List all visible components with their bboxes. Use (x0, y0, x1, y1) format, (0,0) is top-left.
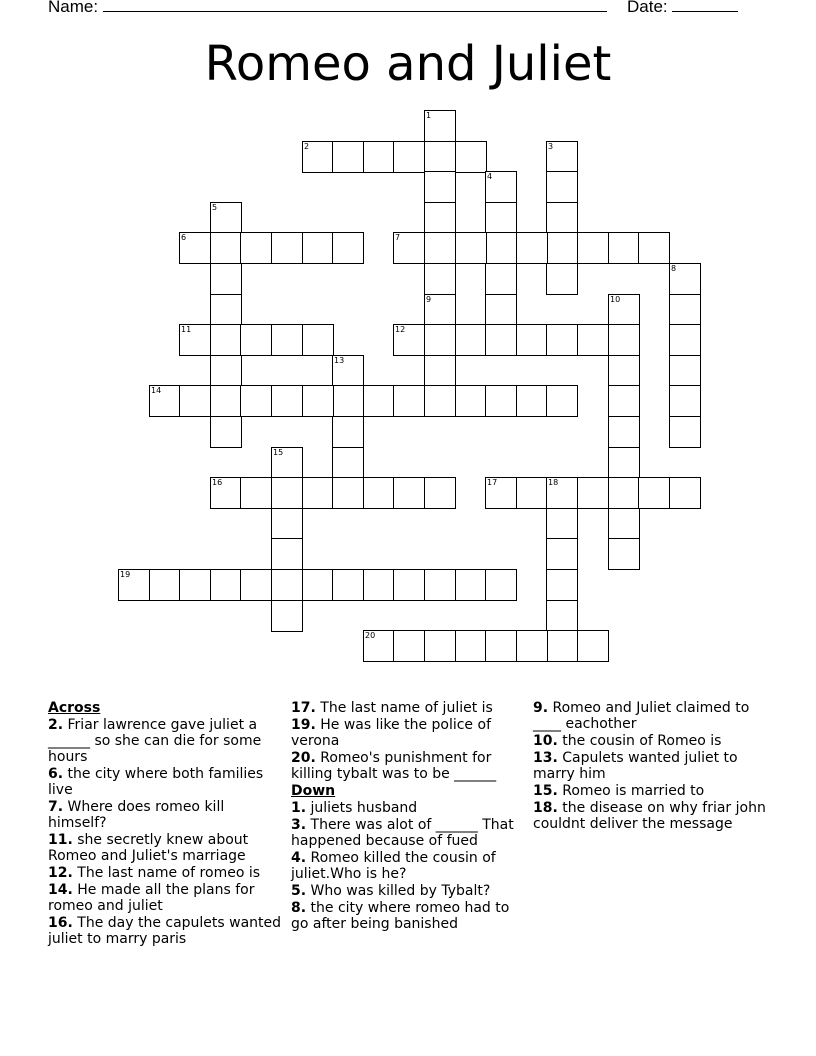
grid-cell[interactable] (485, 324, 517, 356)
grid-cell[interactable] (608, 538, 640, 570)
grid-cell[interactable] (424, 385, 456, 417)
cell-number: 12 (395, 325, 406, 334)
clue-across-2: 2. Friar lawrence gave juliet a ______ so she can die for some hours (48, 717, 262, 765)
grid-cell[interactable] (669, 263, 701, 295)
grid-cell[interactable] (608, 508, 640, 540)
cell-number: 6 (181, 233, 187, 242)
grid-cell[interactable] (271, 538, 303, 570)
grid-cell[interactable] (210, 294, 242, 326)
grid-cell[interactable] (210, 355, 242, 387)
grid-cell[interactable] (240, 385, 272, 417)
clue-across-17: 17. The last name of juliet is (291, 700, 493, 716)
grid-cell[interactable] (577, 232, 609, 264)
across-heading: Across (48, 700, 101, 716)
page-title: Romeo and Juliet (204, 36, 612, 92)
cell-number: 3 (548, 142, 554, 151)
cell-number: 9 (426, 295, 432, 304)
grid-cell[interactable] (608, 324, 640, 356)
grid-cell[interactable] (669, 294, 701, 326)
grid-cell[interactable] (455, 141, 487, 173)
grid-cell[interactable] (546, 508, 578, 540)
grid-cell[interactable] (363, 385, 395, 417)
clue-across-14: 14. He made all the plans for romeo and juliet (48, 882, 255, 914)
grid-cell[interactable] (546, 630, 578, 662)
grid-cell[interactable] (638, 232, 670, 264)
grid-cell[interactable] (455, 569, 487, 601)
grid-cell[interactable] (393, 232, 425, 264)
clue-down-5: 5. Who was killed by Tybalt? (291, 883, 491, 899)
down-heading: Down (291, 783, 336, 799)
name-label: Name: (48, 0, 99, 16)
grid-cell[interactable] (485, 232, 517, 264)
grid-cell[interactable] (424, 110, 456, 142)
grid-cell[interactable] (240, 232, 272, 264)
grid-cell[interactable] (424, 355, 456, 387)
cell-number: 1 (426, 111, 432, 120)
clue-across-16: 16. The day the capulets wanted juliet to marry paris (48, 915, 282, 947)
grid-cell[interactable] (485, 385, 517, 417)
grid-cell[interactable] (302, 477, 334, 509)
grid-cell[interactable] (516, 630, 548, 662)
grid-cell[interactable] (608, 294, 640, 326)
grid-cell[interactable] (179, 324, 211, 356)
grid-cell[interactable] (546, 141, 578, 173)
grid-cell[interactable] (424, 630, 456, 662)
grid-cell[interactable] (271, 447, 303, 479)
grid-cell[interactable] (332, 355, 364, 387)
grid-cell[interactable] (546, 569, 578, 601)
grid-cell[interactable] (546, 538, 578, 570)
grid-cell[interactable] (485, 477, 517, 509)
grid-cell[interactable] (332, 416, 364, 448)
grid-cell[interactable] (669, 477, 701, 509)
grid-cell[interactable] (302, 385, 334, 417)
clue-across-19: 19. He was like the police of verona (291, 717, 491, 749)
grid-cell[interactable] (516, 477, 548, 509)
cell-number: 20 (365, 631, 376, 640)
grid-cell[interactable] (455, 385, 487, 417)
grid-cell[interactable] (608, 477, 640, 509)
grid-cell[interactable] (424, 171, 456, 203)
clue-across-12: 12. The last name of romeo is (48, 865, 261, 881)
grid-cell[interactable] (608, 355, 640, 387)
cell-number: 5 (212, 203, 218, 212)
grid-cell[interactable] (546, 171, 578, 203)
grid-cell[interactable] (179, 385, 211, 417)
grid-cell[interactable] (546, 385, 578, 417)
grid-cell[interactable] (577, 477, 609, 509)
grid-cell[interactable] (332, 477, 364, 509)
clue-down-8: 8. the city where romeo had to go after being banished (291, 900, 510, 932)
grid-cell[interactable] (271, 508, 303, 540)
grid-cell[interactable] (485, 294, 517, 326)
grid-cell[interactable] (393, 569, 425, 601)
cell-number: 7 (395, 233, 401, 242)
grid-cell[interactable] (210, 202, 242, 234)
grid-cell[interactable] (424, 477, 456, 509)
grid-cell[interactable] (240, 569, 272, 601)
grid-cell[interactable] (455, 324, 487, 356)
clue-down-18: 18. the disease on why friar john couldnt deliver the message (533, 800, 766, 832)
cell-number: 13 (334, 356, 345, 365)
grid-cell[interactable] (669, 416, 701, 448)
cell-number: 17 (487, 478, 498, 487)
clue-across-6: 6. the city where both families live (48, 766, 264, 798)
grid-cell[interactable] (210, 385, 242, 417)
cell-number: 10 (610, 295, 621, 304)
grid-cell[interactable] (577, 630, 609, 662)
clue-across-7: 7. Where does romeo kill himself? (48, 799, 225, 831)
grid-cell[interactable] (302, 232, 334, 264)
grid-cell[interactable] (485, 202, 517, 234)
grid-cell[interactable] (424, 263, 456, 295)
grid-cell[interactable] (210, 232, 242, 264)
grid-cell[interactable] (485, 171, 517, 203)
grid-cell[interactable] (669, 355, 701, 387)
grid-cell[interactable] (271, 477, 303, 509)
grid-cell[interactable] (393, 141, 425, 173)
grid-cell[interactable] (179, 232, 211, 264)
grid-cell[interactable] (546, 600, 578, 632)
grid-cell[interactable] (546, 263, 578, 295)
grid-cell[interactable] (393, 630, 425, 662)
across-clues-column (48, 700, 284, 948)
grid-cell[interactable] (424, 294, 456, 326)
grid-cell[interactable] (424, 324, 456, 356)
cell-number: 16 (212, 478, 223, 487)
grid-cell[interactable] (546, 232, 578, 264)
grid-cell[interactable] (332, 141, 364, 173)
date-label: Date: (627, 0, 668, 16)
grid-cell[interactable] (608, 416, 640, 448)
grid-cell[interactable] (608, 232, 640, 264)
grid-cell[interactable] (118, 569, 150, 601)
grid-cell[interactable] (271, 232, 303, 264)
grid-cell[interactable] (516, 232, 548, 264)
grid-cell[interactable] (608, 447, 640, 479)
cell-number: 14 (151, 386, 162, 395)
clue-down-1: 1. juliets husband (291, 800, 418, 816)
cell-number: 2 (304, 142, 310, 151)
grid-cell[interactable] (240, 477, 272, 509)
grid-cell[interactable] (424, 232, 456, 264)
grid-cell[interactable] (149, 569, 181, 601)
clue-down-9: 9. Romeo and Juliet claimed to ____ eachother (533, 700, 750, 732)
grid-cell[interactable] (271, 600, 303, 632)
clue-down-4: 4. Romeo killed the cousin of juliet.Who is he? (291, 850, 496, 882)
grid-cell[interactable] (455, 630, 487, 662)
grid-cell[interactable] (363, 569, 395, 601)
grid-cell[interactable] (332, 232, 364, 264)
grid-cell[interactable] (516, 324, 548, 356)
grid-cell[interactable] (271, 324, 303, 356)
grid-cell[interactable] (608, 385, 640, 417)
grid-cell[interactable] (393, 385, 425, 417)
grid-cell[interactable] (302, 569, 334, 601)
clue-across-20: 20. Romeo's punishment for killing tybalt was to be ______ (291, 750, 497, 782)
grid-cell[interactable] (332, 569, 364, 601)
grid-cell[interactable] (210, 569, 242, 601)
cell-number: 4 (487, 172, 493, 181)
grid-cell[interactable] (485, 263, 517, 295)
grid-cell[interactable] (179, 569, 211, 601)
clue-down-15: 15. Romeo is married to (533, 783, 705, 799)
grid-cell[interactable] (332, 385, 364, 417)
down-clues-column (533, 700, 769, 833)
cell-number: 18 (548, 478, 559, 487)
grid-cell[interactable] (393, 324, 425, 356)
grid-cell[interactable] (577, 324, 609, 356)
grid-cell[interactable] (363, 141, 395, 173)
clue-across-11: 11. she secretly knew about Romeo and Juliet's marriage (48, 832, 249, 864)
grid-cell[interactable] (546, 477, 578, 509)
cell-number: 15 (273, 448, 284, 457)
grid-cell[interactable] (424, 569, 456, 601)
grid-cell[interactable] (455, 232, 487, 264)
grid-cell[interactable] (546, 324, 578, 356)
grid-cell[interactable] (669, 385, 701, 417)
grid-cell[interactable] (302, 324, 334, 356)
grid-cell[interactable] (424, 141, 456, 173)
grid-cell[interactable] (271, 385, 303, 417)
clue-down-10: 10. the cousin of Romeo is (533, 733, 722, 749)
grid-cell[interactable] (210, 324, 242, 356)
grid-cell[interactable] (302, 141, 334, 173)
grid-cell[interactable] (669, 324, 701, 356)
grid-cell[interactable] (332, 447, 364, 479)
grid-cell[interactable] (546, 202, 578, 234)
cell-number: 19 (120, 570, 131, 579)
grid-cell[interactable] (363, 630, 395, 662)
grid-cell[interactable] (240, 324, 272, 356)
grid-cell[interactable] (638, 477, 670, 509)
grid-cell[interactable] (210, 416, 242, 448)
grid-cell[interactable] (516, 385, 548, 417)
clue-down-13: 13. Capulets wanted juliet to marry him (533, 750, 738, 782)
cell-number: 8 (671, 264, 677, 273)
grid-cell[interactable] (393, 477, 425, 509)
grid-cell[interactable] (363, 477, 395, 509)
grid-cell[interactable] (485, 569, 517, 601)
grid-cell[interactable] (210, 477, 242, 509)
grid-cell[interactable] (210, 263, 242, 295)
clue-down-3: 3. There was alot of ______ That happened because of fued (291, 817, 514, 849)
grid-cell[interactable] (271, 569, 303, 601)
grid-cell[interactable] (424, 202, 456, 234)
cell-number: 11 (181, 325, 192, 334)
across-down-clues-column (291, 700, 523, 933)
grid-cell[interactable] (149, 385, 181, 417)
grid-cell[interactable] (485, 630, 517, 662)
